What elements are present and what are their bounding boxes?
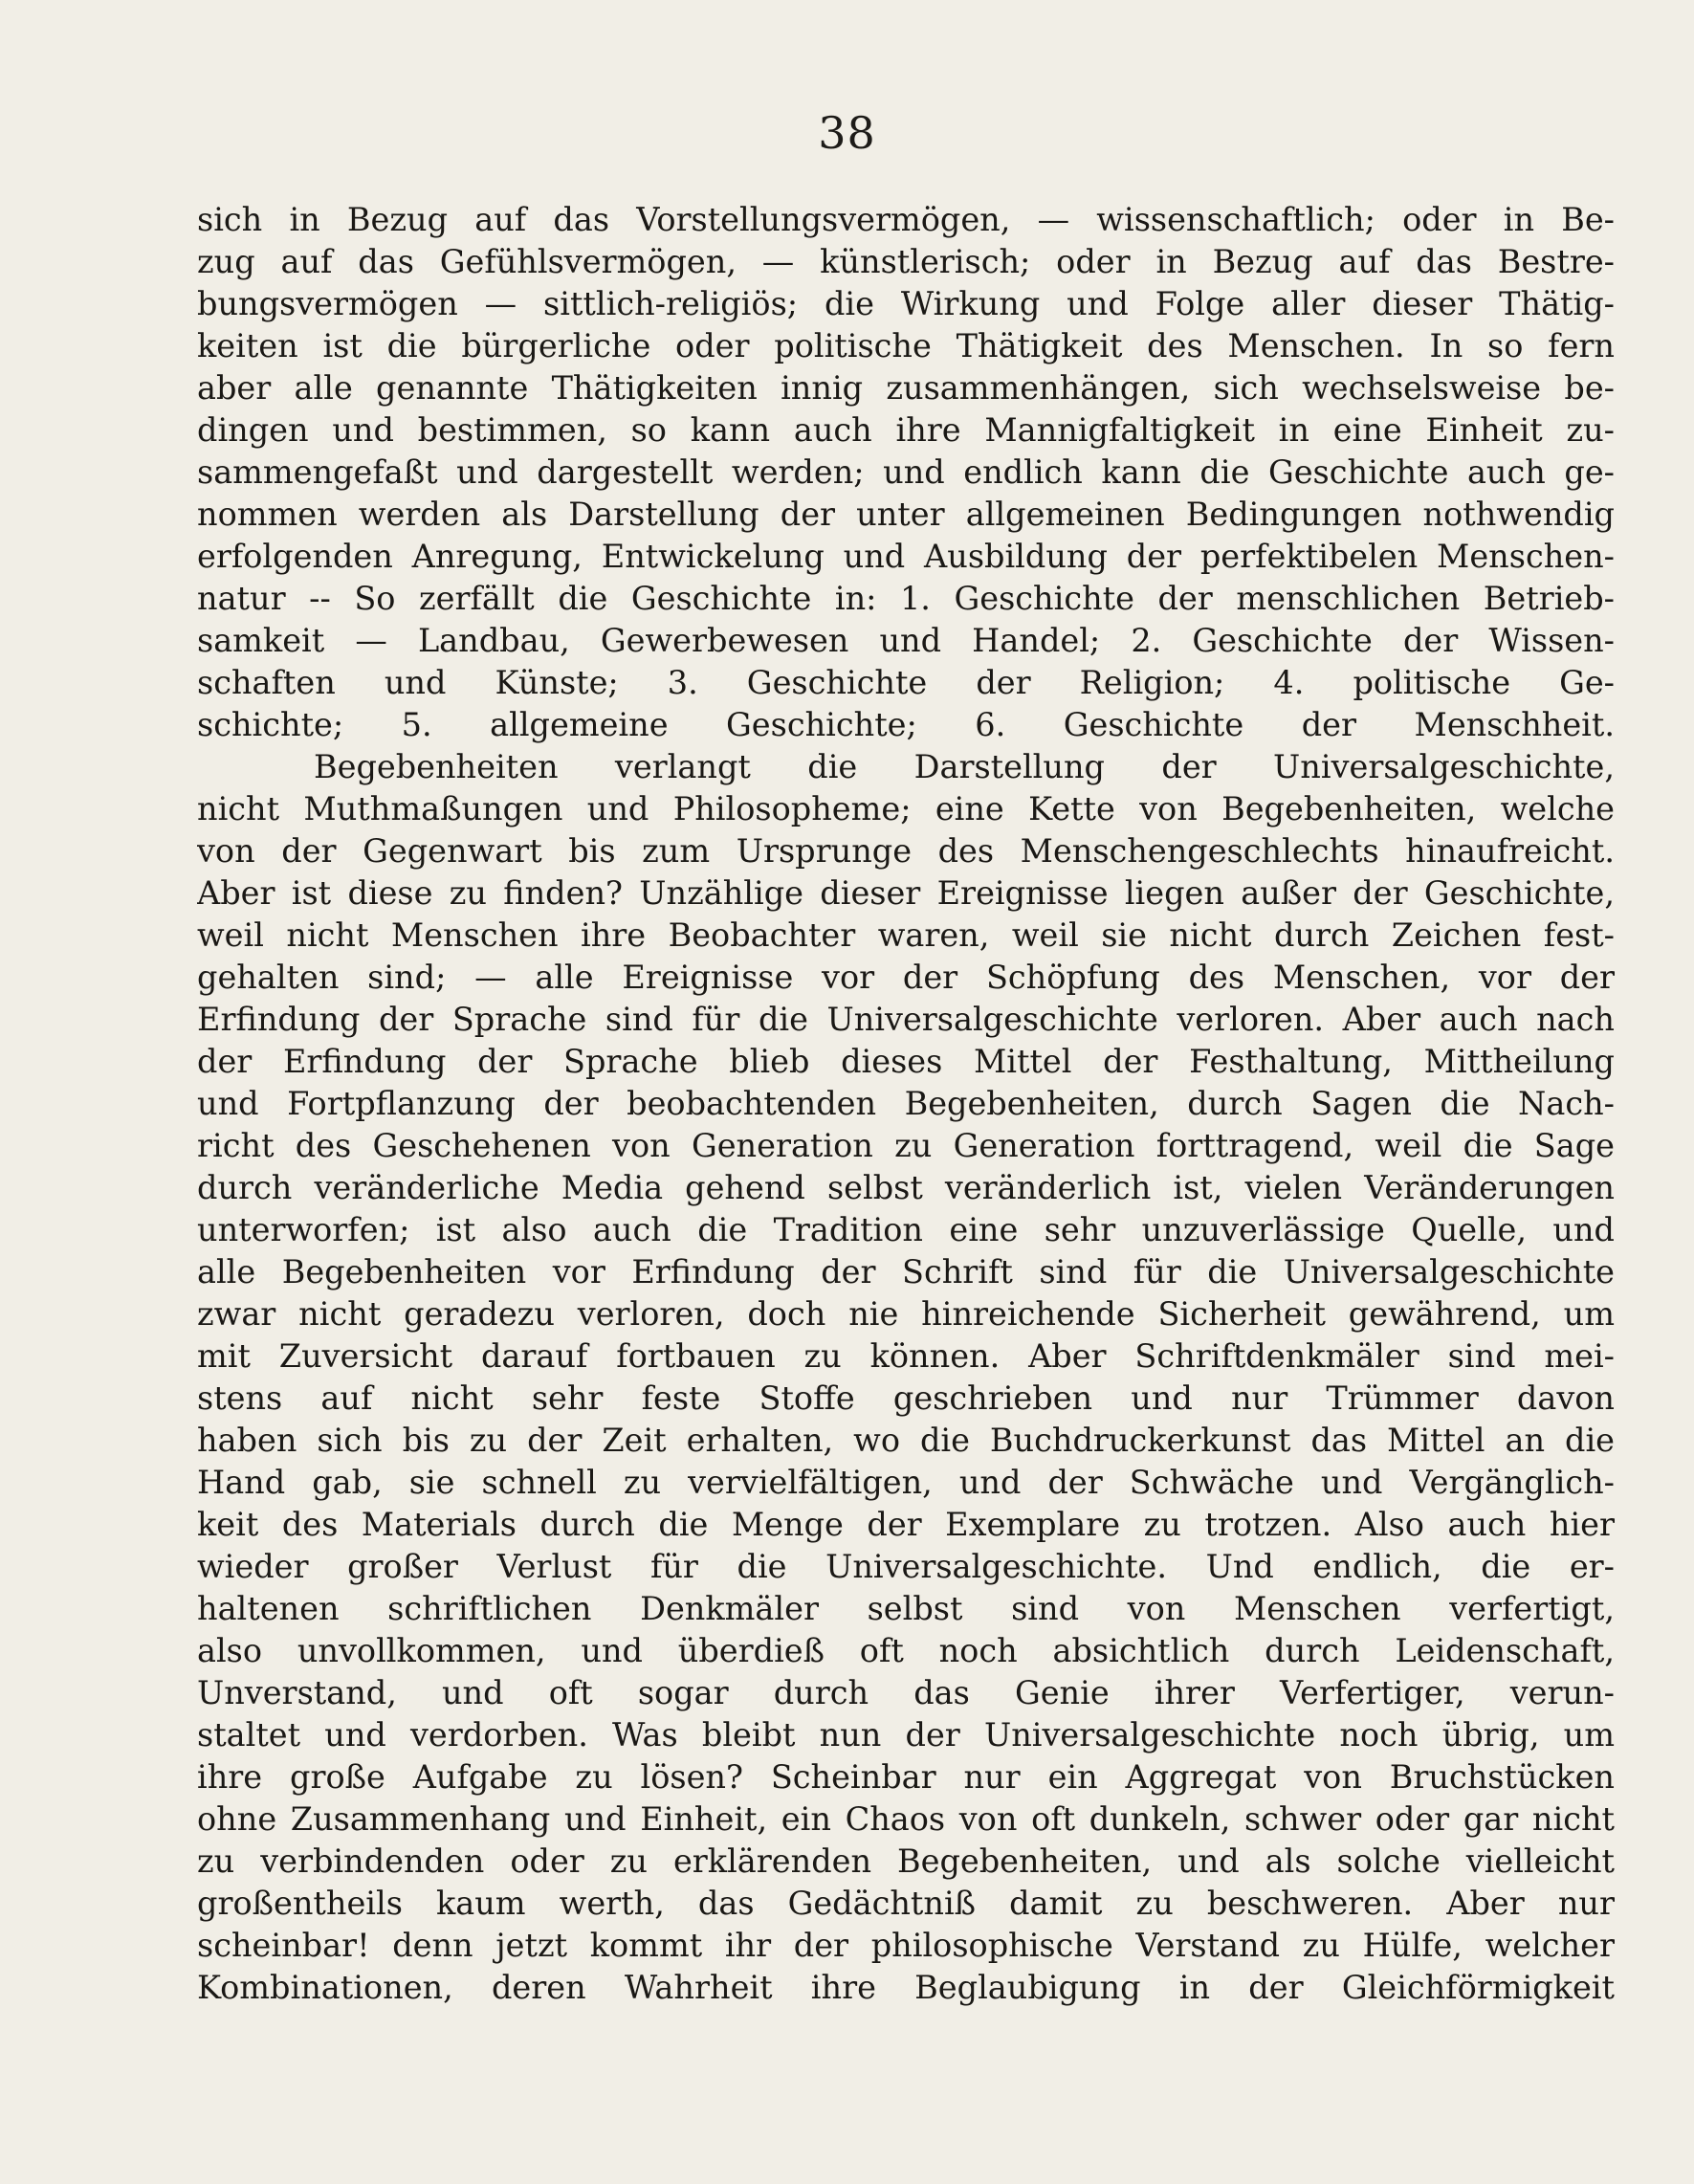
text-line: schichte; 5. allgemeine Geschichte; 6. Geschichte der Menschheit. [197, 706, 1615, 743]
text-line: wieder großer Verlust für die Universalgeschichte. Und endlich, die er- [197, 1548, 1615, 1585]
text-line: zug auf das Gefühlsvermögen, — künstlerisch; oder in Bezug auf das Bestre- [197, 243, 1615, 280]
text-line: zu verbindenden oder zu erklärenden Begebenheiten, und als solche vielleicht [197, 1842, 1615, 1880]
text-line: stens auf nicht sehr feste Stoffe geschrieben und nur Trümmer davon [197, 1379, 1615, 1417]
text-line: nommen werden als Darstellung der unter allgemeinen Bedingungen nothwendig [197, 496, 1615, 533]
text-line: samkeit — Landbau, Gewerbewesen und Handel; 2. Geschichte der Wissen- [197, 622, 1615, 659]
text-line: unterworfen; ist also auch die Tradition eine sehr unzuverlässige Quelle, und [197, 1211, 1615, 1248]
text-line: dingen und bestimmen, so kann auch ihre Mannigfaltigkeit in eine Einheit zu- [197, 411, 1615, 449]
text-line: von der Gegenwart bis zum Ursprunge des Menschengeschlechts hinaufreicht. [197, 832, 1615, 870]
text-line: keiten ist die bürgerliche oder politische Thätigkeit des Menschen. In so fern [197, 327, 1615, 364]
page-number: 38 [818, 107, 876, 159]
text-line: ohne Zusammenhang und Einheit, ein Chaos von oft dunkeln, schwer oder gar nicht [197, 1800, 1615, 1838]
text-line: alle Begebenheiten vor Erfindung der Schrift sind für die Universalgeschichte [197, 1253, 1615, 1291]
text-line: erfolgenden Anregung, Entwickelung und Ausbildung der perfektibelen Menschen- [197, 538, 1615, 575]
text-line: gehalten sind; — alle Ereignisse vor der Schöpfung des Menschen, vor der [197, 959, 1615, 996]
text-line: Erfindung der Sprache sind für die Universalgeschichte verloren. Aber auch nach [197, 1001, 1615, 1038]
text-line: der Erfindung der Sprache blieb dieses Mittel der Festhaltung, Mittheilung [197, 1043, 1615, 1080]
text-line: Hand gab, sie schnell zu vervielfältigen, und der Schwäche und Vergänglich- [197, 1464, 1615, 1501]
text-line: keit des Materials durch die Menge der Exemplare zu trotzen. Also auch hier [197, 1506, 1615, 1543]
body-text [197, 199, 1615, 2006]
text-line: mit Zuversicht darauf fortbauen zu können. Aber Schriftdenkmäler sind mei- [197, 1337, 1615, 1375]
text-line: richt des Geschehenen von Generation zu Generation forttragend, weil die Sage [197, 1127, 1615, 1164]
text-line: ihre große Aufgabe zu lösen? Scheinbar nur ein Aggregat von Bruchstücken [197, 1758, 1615, 1796]
text-line: also unvollkommen, und überdieß oft noch absichtlich durch Leidenschaft, [197, 1632, 1615, 1669]
text-line: bungsvermögen — sittlich-religiös; die Wirkung und Folge aller dieser Thätig- [197, 285, 1615, 322]
text-line: Kombinationen, deren Wahrheit ihre Beglaubigung in der Gleichförmigkeit [197, 1969, 1615, 2006]
text-line: Aber ist diese zu finden? Unzählige dieser Ereignisse liegen außer der Geschichte, [197, 874, 1615, 912]
text-line: schaften und Künste; 3. Geschichte der Religion; 4. politische Ge- [197, 664, 1615, 701]
text-line: sich in Bezug auf das Vorstellungsvermögen, — wissenschaftlich; oder in Be- [197, 201, 1615, 238]
text-line: durch veränderliche Media gehend selbst veränderlich ist, vielen Veränderungen [197, 1169, 1615, 1206]
text-line: Unverstand, und oft sogar durch das Genie ihrer Verfertiger, verun- [197, 1674, 1615, 1711]
text-line: staltet und verdorben. Was bleibt nun der Universalgeschichte noch übrig, um [197, 1716, 1615, 1754]
text-line: weil nicht Menschen ihre Beobachter waren, weil sie nicht durch Zeichen fest- [197, 916, 1615, 954]
text-line: scheinbar! denn jetzt kommt ihr der philosophische Verstand zu Hülfe, welcher [197, 1927, 1615, 1964]
text-line: natur -- So zerfällt die Geschichte in: 1. Geschichte der menschlichen Betrieb- [197, 580, 1615, 617]
text-line: nicht Muthmaßungen und Philosopheme; eine Kette von Begebenheiten, welche [197, 790, 1615, 827]
paragraph-first-line: Begebenheiten verlangt die Darstellung der Universalgeschichte, [314, 748, 1615, 785]
text-line: haltenen schriftlichen Denkmäler selbst sind von Menschen verfertigt, [197, 1590, 1615, 1627]
text-line: aber alle genannte Thätigkeiten innig zusammenhängen, sich wechselsweise be- [197, 369, 1615, 407]
text-line: großentheils kaum werth, das Gedächtniß damit zu beschweren. Aber nur [197, 1885, 1615, 1922]
text-line: und Fortpflanzung der beobachtenden Begebenheiten, durch Sagen die Nach- [197, 1085, 1615, 1122]
text-line: haben sich bis zu der Zeit erhalten, wo die Buchdruckerkunst das Mittel an die [197, 1422, 1615, 1459]
text-line: zwar nicht geradezu verloren, doch nie hinreichende Sicherheit gewährend, um [197, 1295, 1615, 1333]
text-line: sammengefaßt und dargestellt werden; und endlich kann die Geschichte auch ge- [197, 453, 1615, 491]
